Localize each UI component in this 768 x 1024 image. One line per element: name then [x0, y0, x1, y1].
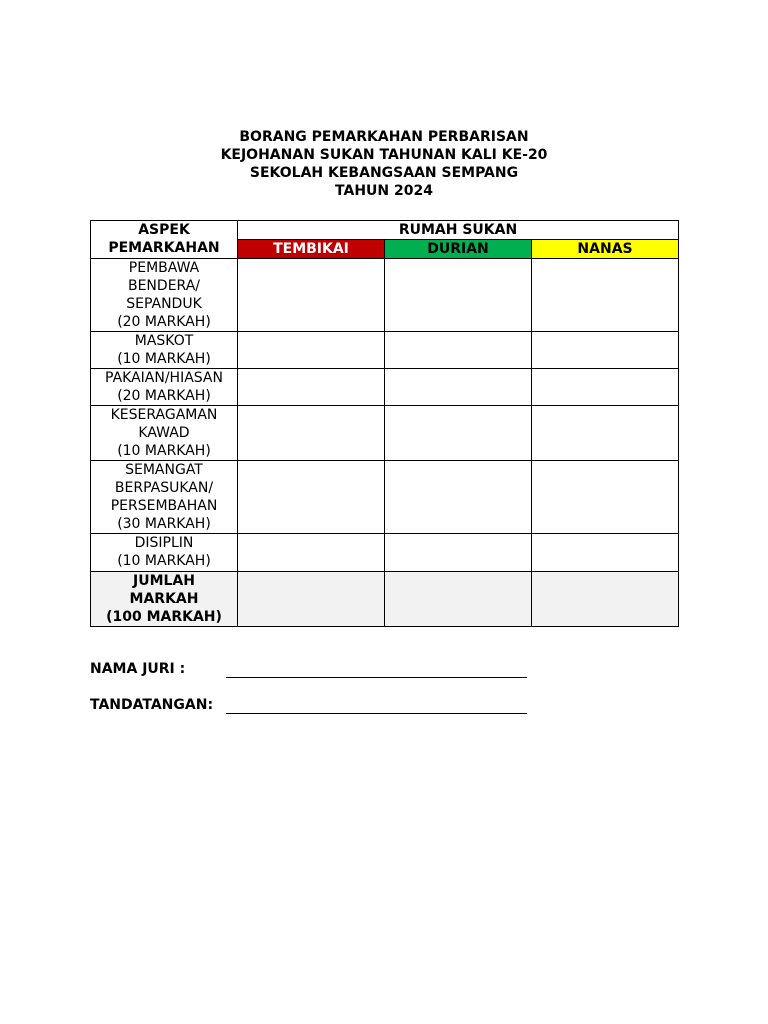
- score-cell-tembikai[interactable]: [238, 534, 385, 572]
- table-row: [91, 406, 679, 461]
- table-row: [91, 259, 679, 332]
- signature-line[interactable]: [226, 713, 527, 714]
- total-row: [91, 572, 679, 627]
- score-cell-nanas[interactable]: [532, 534, 679, 572]
- row-label-text: MASKOT (10 MARKAH): [117, 333, 211, 367]
- scoring-table: [90, 220, 679, 627]
- row-label-text: DISIPLIN (10 MARKAH): [117, 535, 211, 569]
- score-cell-durian[interactable]: [385, 259, 532, 332]
- score-cell-nanas[interactable]: [532, 369, 679, 406]
- heading-line-year: TAHUN 2024: [335, 183, 433, 199]
- judge-name-line[interactable]: [226, 677, 527, 678]
- heading-line-school: SEKOLAH KEBANGSAAN SEMPANG: [249, 165, 519, 181]
- heading-line-event: KEJOHANAN SUKAN TAHUNAN KALI KE-20: [220, 147, 548, 163]
- row-label-text: SEMANGAT BERPASUKAN/ PERSEMBAHAN (30 MARKAH): [110, 462, 218, 532]
- total-row-label-text: JUMLAH MARKAH (100 MARKAH): [106, 573, 222, 625]
- score-cell-durian[interactable]: [385, 406, 532, 461]
- total-cell-tembikai[interactable]: [238, 572, 385, 627]
- house-header-nanas: NANAS: [532, 240, 679, 259]
- total-cell-nanas[interactable]: [532, 572, 679, 627]
- signature-label: TANDATANGAN:: [90, 697, 214, 713]
- house-header-durian: DURIAN: [385, 240, 532, 259]
- score-cell-durian[interactable]: [385, 534, 532, 572]
- score-cell-durian[interactable]: [385, 332, 532, 369]
- total-cell-durian[interactable]: [385, 572, 532, 627]
- table-row: [91, 534, 679, 572]
- score-cell-tembikai[interactable]: [238, 332, 385, 369]
- score-cell-nanas[interactable]: [532, 461, 679, 534]
- header-row-1: [91, 221, 679, 240]
- aspect-header-cell: [91, 221, 238, 259]
- row-label-text: PAKAIAN/HIASAN (20 MARKAH): [105, 370, 223, 404]
- table-row: [91, 332, 679, 369]
- form-heading: [0, 128, 768, 200]
- heading-line-title: BORANG PEMARKAHAN PERBARISAN: [239, 129, 529, 145]
- signature-row: [90, 696, 213, 714]
- row-label: [91, 534, 238, 572]
- row-label-text: KESERAGAMAN KAWAD (10 MARKAH): [110, 407, 218, 459]
- judge-name-row: [90, 660, 185, 678]
- score-cell-tembikai[interactable]: [238, 369, 385, 406]
- row-label: [91, 332, 238, 369]
- row-label: [91, 369, 238, 406]
- score-cell-durian[interactable]: [385, 369, 532, 406]
- aspect-header-label: ASPEK PEMARKAHAN: [108, 222, 220, 256]
- row-label: [91, 406, 238, 461]
- house-header-tembikai: TEMBIKAI: [238, 240, 385, 259]
- score-cell-tembikai[interactable]: [238, 259, 385, 332]
- row-label-text: PEMBAWA BENDERA/ SEPANDUK (20 MARKAH): [117, 260, 211, 330]
- table-row: [91, 369, 679, 406]
- score-cell-nanas[interactable]: [532, 332, 679, 369]
- total-row-label: [91, 572, 238, 627]
- score-cell-durian[interactable]: [385, 461, 532, 534]
- table-row: [91, 461, 679, 534]
- score-cell-tembikai[interactable]: [238, 461, 385, 534]
- row-label: [91, 461, 238, 534]
- score-cell-nanas[interactable]: [532, 406, 679, 461]
- house-group-header: RUMAH SUKAN: [238, 221, 679, 240]
- score-cell-nanas[interactable]: [532, 259, 679, 332]
- row-label: [91, 259, 238, 332]
- score-cell-tembikai[interactable]: [238, 406, 385, 461]
- judge-name-label: NAMA JURI :: [90, 661, 186, 677]
